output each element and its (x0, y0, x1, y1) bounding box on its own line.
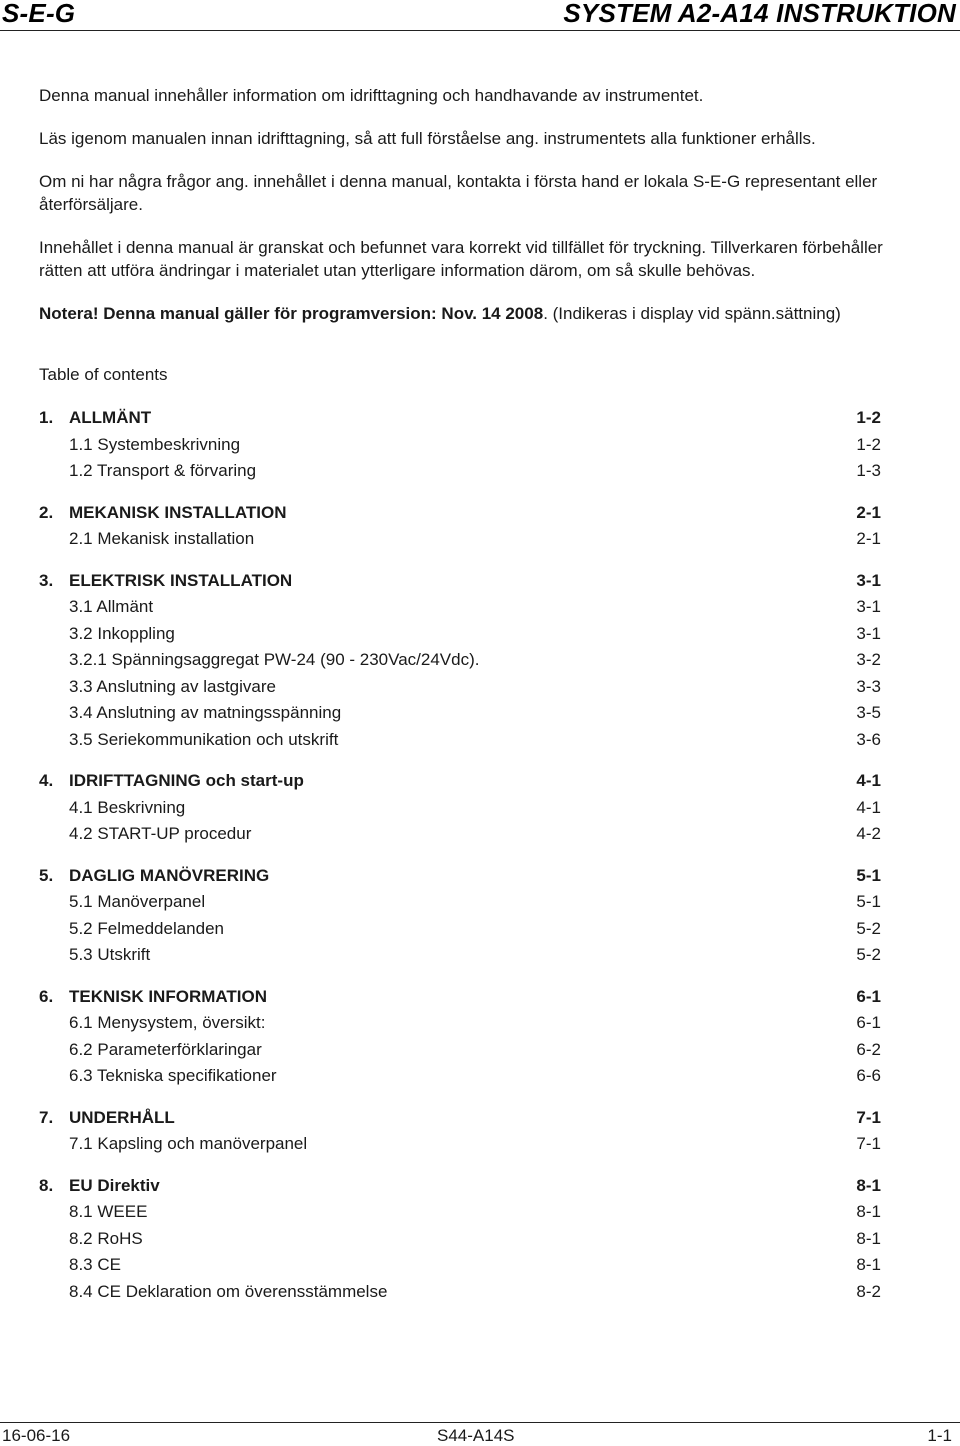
toc-subsection-page: 5-2 (856, 918, 881, 938)
intro-paragraph: Om ni har några frågor ang. innehållet i denna manual, kontakta i första hand er lokala S-E-G representant eller återförsäljare. (39, 172, 878, 214)
toc-chapter-page: 5-1 (856, 865, 881, 885)
footer-doc-id: S44-A14S (437, 1426, 515, 1445)
toc-subsection-page: 6-2 (856, 1039, 881, 1059)
footer-date: 16-06-16 (2, 1426, 71, 1445)
toc-subsection-page: 1-3 (856, 461, 881, 480)
toc-section (39, 863, 881, 969)
footer-page-number: 1-1 (927, 1426, 952, 1445)
toc-chapter-title: MEKANISK INSTALLATION (69, 502, 287, 522)
toc-chapter-row[interactable] (39, 768, 881, 795)
toc-subsection-title: 3.2.1 Spänningsaggregat PW-24 (90 - 230Vac/24Vdc). (69, 650, 480, 669)
toc-chapter-title: UNDERHÅLL (69, 1107, 175, 1127)
toc-chapter-page: 6-1 (856, 986, 881, 1006)
toc-section (39, 568, 881, 754)
toc-subsection-title: 5.3 Utskrift (69, 945, 151, 964)
page-header (0, 0, 960, 31)
toc-subsection-title: 3.2 Inkoppling (69, 623, 175, 643)
toc-subsection-title: 3.3 Anslutning av lastgivare (69, 676, 276, 696)
toc-subsection-row[interactable] (39, 594, 881, 621)
toc-subsection-title: 6.2 Parameterförklaringar (69, 1039, 262, 1059)
toc-subsection-page: 3-2 (856, 650, 881, 669)
toc-chapter-number: 6. (39, 986, 54, 1006)
toc-subsection-title: 8.2 RoHS (69, 1228, 143, 1248)
intro-paragraph: Denna manual innehåller information om idrifttagning och handhavande av instrumentet. (39, 86, 704, 105)
toc-subsection-row[interactable] (39, 727, 881, 754)
toc-subsection-page: 5-1 (856, 892, 881, 911)
toc-subsection-row[interactable] (39, 647, 881, 674)
toc-subsection-page: 7-1 (856, 1134, 881, 1153)
toc-chapter-number: 2. (39, 502, 54, 522)
version-note (39, 302, 919, 325)
toc-chapter-row[interactable] (39, 500, 881, 527)
toc-subsection-page: 6-6 (856, 1066, 881, 1085)
toc-subsection-page: 3-5 (856, 703, 881, 722)
toc-subsection-page: 3-3 (856, 676, 881, 696)
toc-subsection-page: 6-1 (856, 1013, 881, 1032)
toc-chapter-title: ELEKTRISK INSTALLATION (69, 570, 293, 590)
toc-subsection-page: 8-2 (856, 1281, 881, 1301)
intro-paragraph: Innehållet i denna manual är granskat och befunnet vara korrekt vid tillfället för tryckning. Tillverkaren förbehåller rätten att utföra ändringar i materialet utan ytterligare information därom, om så skulle behövas. (39, 238, 883, 280)
toc-subsection-title: 8.1 WEEE (69, 1202, 148, 1221)
toc-subsection-row[interactable] (39, 1131, 881, 1158)
toc-subsection-row[interactable] (39, 526, 881, 553)
toc-chapter-number: 7. (39, 1107, 54, 1127)
toc-chapter-page: 2-1 (856, 502, 881, 522)
toc-chapter-title: ALLMÄNT (69, 408, 152, 427)
page-footer (0, 1422, 960, 1446)
toc-subsection-row[interactable] (39, 621, 881, 648)
toc-chapter-row[interactable] (39, 568, 881, 595)
toc-subsection-page: 3-1 (856, 597, 881, 616)
toc-subsection-page: 1-2 (856, 434, 881, 454)
toc-section (39, 500, 881, 553)
toc-subsection-title: 7.1 Kapsling och manöverpanel (69, 1134, 308, 1153)
toc-subsection-page: 4-2 (856, 824, 881, 843)
table-of-contents (39, 405, 881, 1320)
toc-subsection-row[interactable] (39, 1226, 881, 1253)
toc-subsection-row[interactable] (39, 674, 881, 701)
toc-subsection-title: 4.2 START-UP procedur (69, 824, 252, 843)
toc-subsection-title: 1.1 Systembeskrivning (69, 434, 241, 454)
toc-subsection-row[interactable] (39, 432, 881, 459)
toc-subsection-title: 8.3 CE (69, 1255, 121, 1274)
toc-subsection-page: 8-1 (856, 1202, 881, 1221)
toc-chapter-number: 3. (39, 570, 54, 590)
toc-chapter-number: 8. (39, 1175, 54, 1195)
toc-subsection-row[interactable] (39, 795, 881, 822)
toc-subsection-page: 3-1 (856, 623, 881, 643)
toc-chapter-row[interactable] (39, 1173, 881, 1200)
version-note-bold: Notera! Denna manual gäller för programversion: Nov. 14 2008 (39, 304, 544, 323)
toc-subsection-row[interactable] (39, 458, 881, 485)
document-title: SYSTEM A2-A14 INSTRUKTION (563, 0, 956, 28)
toc-subsection-row[interactable] (39, 1010, 881, 1037)
toc-subsection-page: 2-1 (856, 529, 881, 548)
toc-chapter-page: 1-2 (856, 408, 881, 427)
toc-chapter-page: 4-1 (856, 771, 881, 790)
company-name: S-E-G (2, 0, 76, 28)
toc-chapter-number: 4. (39, 771, 54, 790)
toc-subsection-title: 6.1 Menysystem, översikt: (69, 1013, 266, 1032)
toc-section (39, 1173, 881, 1306)
toc-section (39, 984, 881, 1090)
toc-subsection-row[interactable] (39, 1199, 881, 1226)
toc-subsection-row[interactable] (39, 916, 881, 943)
toc-chapter-page: 8-1 (856, 1175, 881, 1195)
toc-subsection-title: 1.2 Transport & förvaring (69, 461, 257, 480)
toc-subsection-title: 2.1 Mekanisk installation (69, 529, 255, 548)
toc-subsection-row[interactable] (39, 1252, 881, 1279)
toc-chapter-number: 5. (39, 865, 54, 885)
toc-subsection-page: 3-6 (856, 729, 881, 749)
toc-chapter-page: 7-1 (856, 1107, 881, 1127)
toc-subsection-page: 8-1 (856, 1255, 881, 1274)
toc-subsection-row[interactable] (39, 1063, 881, 1090)
toc-subsection-title: 3.1 Allmänt (69, 597, 154, 616)
toc-title: Table of contents (39, 365, 168, 384)
toc-chapter-page: 3-1 (856, 570, 881, 590)
toc-chapter-title: DAGLIG MANÖVRERING (69, 865, 270, 885)
toc-subsection-row[interactable] (39, 1279, 881, 1306)
toc-chapter-title: TEKNISK INFORMATION (69, 986, 268, 1006)
toc-subsection-title: 8.4 CE Deklaration om överensstämmelse (69, 1281, 388, 1301)
toc-chapter-row[interactable] (39, 1105, 881, 1132)
toc-subsection-row[interactable] (39, 942, 881, 969)
toc-subsection-title: 5.1 Manöverpanel (69, 892, 206, 911)
toc-subsection-page: 5-2 (856, 945, 881, 964)
toc-subsection-row[interactable] (39, 821, 881, 848)
toc-subsection-row[interactable] (39, 1037, 881, 1064)
toc-subsection-page: 4-1 (856, 797, 881, 817)
intro-text (39, 84, 919, 325)
version-note-rest: . (Indikeras i display vid spänn.sättning) (543, 304, 841, 323)
toc-chapter-row[interactable] (39, 405, 881, 432)
toc-subsection-title: 6.3 Tekniska specifikationer (69, 1066, 277, 1085)
toc-chapter-title: EU Direktiv (69, 1175, 160, 1195)
toc-subsection-title: 3.4 Anslutning av matningsspänning (69, 703, 342, 722)
toc-subsection-title: 3.5 Seriekommunikation och utskrift (69, 729, 339, 749)
toc-chapter-row[interactable] (39, 863, 881, 890)
toc-subsection-title: 5.2 Felmeddelanden (69, 918, 225, 938)
toc-subsection-title: 4.1 Beskrivning (69, 797, 186, 817)
toc-subsection-row[interactable] (39, 700, 881, 727)
toc-chapter-title: IDRIFTTAGNING och start-up (69, 771, 304, 790)
toc-section (39, 405, 881, 485)
intro-paragraph: Läs igenom manualen innan idrifttagning, så att full förståelse ang. instrumentets alla funktioner erhålls. (39, 129, 816, 148)
toc-subsection-page: 8-1 (856, 1228, 881, 1248)
toc-chapter-row[interactable] (39, 984, 881, 1011)
toc-subsection-row[interactable] (39, 889, 881, 916)
toc-chapter-number: 1. (39, 408, 54, 427)
toc-section (39, 768, 881, 848)
toc-section (39, 1105, 881, 1158)
